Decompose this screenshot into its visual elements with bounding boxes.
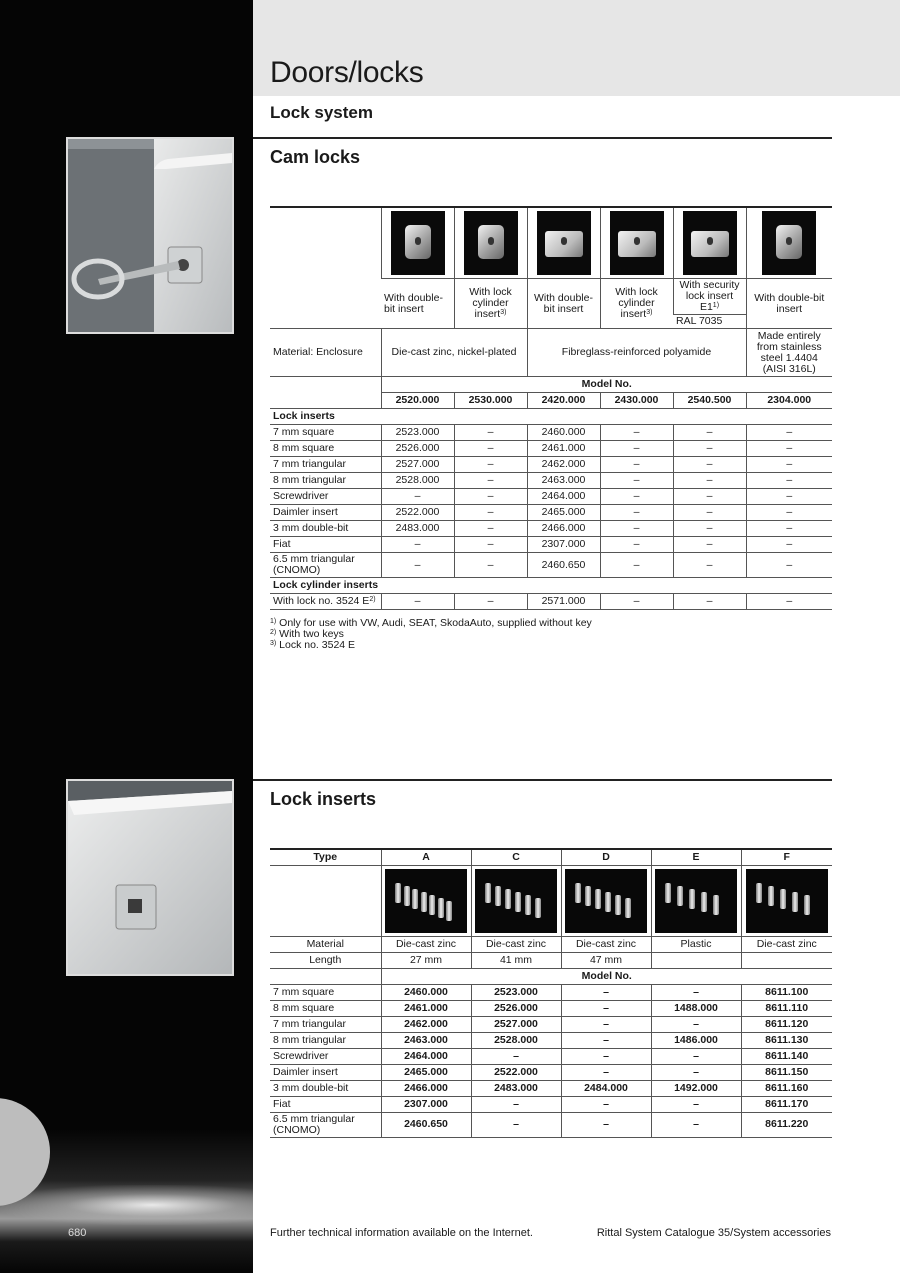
table-cell: 8611.160 bbox=[741, 1080, 832, 1096]
table-cell: – bbox=[454, 473, 527, 489]
table-cell: 2523.000 bbox=[471, 984, 561, 1000]
insert-pin-shape bbox=[485, 883, 491, 903]
material-label: Material bbox=[270, 936, 381, 952]
table-row bbox=[270, 1096, 832, 1112]
insert-pin-shape bbox=[792, 892, 798, 912]
table-cell: – bbox=[454, 521, 527, 537]
lock-inserts-table bbox=[270, 848, 832, 1138]
table-cell: – bbox=[673, 553, 746, 578]
cam-lock-stainless-image bbox=[762, 211, 816, 275]
table-cell: – bbox=[600, 489, 673, 505]
table-cell: 2526.000 bbox=[381, 441, 454, 457]
sidebar-glow bbox=[0, 1185, 253, 1225]
material-zinc: Die-cast zinc, nickel-plated bbox=[381, 329, 527, 377]
table-cell: 2528.000 bbox=[381, 473, 454, 489]
insert-pin-shape bbox=[665, 883, 671, 903]
table-cell: 2461.000 bbox=[381, 1000, 471, 1016]
table-cell: 1486.000 bbox=[651, 1032, 741, 1048]
table-row bbox=[270, 594, 832, 610]
cam-lock-illustration bbox=[68, 139, 232, 332]
table-cell: – bbox=[673, 425, 746, 441]
table-cell: – bbox=[561, 1064, 651, 1080]
table-cell: 2484.000 bbox=[561, 1080, 651, 1096]
table-cell: – bbox=[746, 521, 832, 537]
insert-pin-shape bbox=[677, 886, 683, 906]
table-cell: 2483.000 bbox=[471, 1080, 561, 1096]
table-cell: 8611.100 bbox=[741, 984, 832, 1000]
table-cell: – bbox=[673, 441, 746, 457]
footnote-mark: 3) bbox=[646, 309, 653, 316]
type-value: F bbox=[741, 849, 832, 865]
table-cell: – bbox=[600, 425, 673, 441]
page-number: 680 bbox=[68, 1227, 87, 1239]
material-value: Die-cast zinc bbox=[741, 936, 832, 952]
length-value: 47 mm bbox=[561, 952, 651, 968]
table-cell: – bbox=[381, 489, 454, 505]
insert-pin-shape bbox=[525, 895, 531, 915]
material-row bbox=[270, 936, 832, 952]
insert-type-a-image bbox=[385, 869, 467, 933]
row-label: With lock no. 3524 E bbox=[273, 595, 370, 607]
table-cell: – bbox=[600, 537, 673, 553]
insert-pin-shape bbox=[505, 889, 511, 909]
lock-inserts-title: Lock inserts bbox=[270, 789, 377, 809]
insert-image-row bbox=[270, 865, 832, 936]
table-cell: – bbox=[454, 505, 527, 521]
length-value: 41 mm bbox=[471, 952, 561, 968]
insert-pin-shape bbox=[515, 892, 521, 912]
table-cell: – bbox=[454, 537, 527, 553]
table-row bbox=[270, 537, 832, 553]
table-row bbox=[270, 1064, 832, 1080]
table-row bbox=[270, 473, 832, 489]
table-cell: – bbox=[561, 1000, 651, 1016]
product-label: With double-bit insert bbox=[534, 291, 593, 315]
table-cell: – bbox=[673, 505, 746, 521]
insert-pin-shape bbox=[575, 883, 581, 903]
table-cell: – bbox=[600, 473, 673, 489]
material-value: Die-cast zinc bbox=[381, 936, 471, 952]
table-cell: – bbox=[454, 425, 527, 441]
material-fibreglass: Fibreglass-reinforced polyamide bbox=[527, 329, 746, 377]
insert-pin-shape bbox=[701, 892, 707, 912]
cam-lock-photo bbox=[66, 137, 234, 334]
insert-type-d-image bbox=[565, 869, 647, 933]
table-cell: 2527.000 bbox=[471, 1016, 561, 1032]
model-number: 2520.000 bbox=[381, 393, 454, 409]
row-label: 7 mm square bbox=[270, 425, 381, 441]
table-cell: 2465.000 bbox=[527, 505, 600, 521]
table-cell: 8611.150 bbox=[741, 1064, 832, 1080]
table-cell: – bbox=[561, 1096, 651, 1112]
table-cell: 2483.000 bbox=[381, 521, 454, 537]
type-row bbox=[270, 849, 832, 865]
insert-type-f-image bbox=[746, 869, 828, 933]
lock-cylinder-inserts-group-label: Lock cylinder inserts bbox=[270, 578, 832, 594]
table-cell: 2460.650 bbox=[381, 1112, 471, 1137]
insert-pin-shape bbox=[689, 889, 695, 909]
table-cell: 2527.000 bbox=[381, 457, 454, 473]
table-cell: – bbox=[600, 521, 673, 537]
table-row bbox=[270, 489, 832, 505]
row-label: 8 mm triangular bbox=[270, 1032, 381, 1048]
row-label: Screwdriver bbox=[270, 489, 381, 505]
table-cell: – bbox=[746, 553, 832, 578]
table-cell: – bbox=[454, 457, 527, 473]
table-row bbox=[270, 505, 832, 521]
insert-pin-shape bbox=[421, 892, 427, 912]
footnote-item bbox=[270, 640, 592, 651]
table-row bbox=[270, 1112, 832, 1137]
insert-pin-shape bbox=[713, 895, 719, 915]
table-cell: – bbox=[651, 1016, 741, 1032]
table-cell: 8611.220 bbox=[741, 1112, 832, 1137]
table-cell: – bbox=[651, 984, 741, 1000]
footer-right-text: Rittal System Catalogue 35/System accessories bbox=[596, 1227, 831, 1239]
table-cell: 2466.000 bbox=[527, 521, 600, 537]
model-no-header-row bbox=[270, 377, 832, 393]
footer-left-text: Further technical information available on the Internet. bbox=[270, 1227, 533, 1239]
type-value: C bbox=[471, 849, 561, 865]
table-cell: – bbox=[746, 505, 832, 521]
table-cell: 2307.000 bbox=[381, 1096, 471, 1112]
row-label: 8 mm triangular bbox=[270, 473, 381, 489]
insert-pin-shape bbox=[535, 898, 541, 918]
product-label: With lock cylinder insert bbox=[469, 286, 512, 320]
length-value bbox=[741, 952, 832, 968]
material-value: Die-cast zinc bbox=[561, 936, 651, 952]
row-label: Daimler insert bbox=[270, 505, 381, 521]
table-row bbox=[270, 457, 832, 473]
table-cell: – bbox=[673, 457, 746, 473]
table-cell: 2523.000 bbox=[381, 425, 454, 441]
table-cell: – bbox=[746, 441, 832, 457]
type-value: E bbox=[651, 849, 741, 865]
table-row bbox=[270, 1048, 832, 1064]
table-cell: 2462.000 bbox=[527, 457, 600, 473]
table-cell: – bbox=[746, 473, 832, 489]
table-cell: – bbox=[600, 505, 673, 521]
table-cell: – bbox=[600, 441, 673, 457]
table-cell: 2460.000 bbox=[381, 984, 471, 1000]
table-cell: 2307.000 bbox=[527, 537, 600, 553]
length-label: Length bbox=[270, 952, 381, 968]
table-cell: – bbox=[651, 1096, 741, 1112]
table-cell: – bbox=[454, 553, 527, 578]
table-cell: 2522.000 bbox=[381, 505, 454, 521]
insert-pin-shape bbox=[756, 883, 762, 903]
footnote-mark: 2) bbox=[369, 596, 376, 603]
table-cell: – bbox=[471, 1112, 561, 1137]
table-cell: – bbox=[673, 489, 746, 505]
table-cell: 2522.000 bbox=[471, 1064, 561, 1080]
table-cell: – bbox=[600, 457, 673, 473]
table-cell: – bbox=[673, 594, 746, 610]
table-cell: – bbox=[673, 537, 746, 553]
lock-insert-photo bbox=[66, 779, 234, 976]
table-cell: – bbox=[561, 1112, 651, 1137]
length-value bbox=[651, 952, 741, 968]
table-cell: 2463.000 bbox=[381, 1032, 471, 1048]
table-row bbox=[270, 521, 832, 537]
row-label: 7 mm triangular bbox=[270, 1016, 381, 1032]
footnote-mark: 3) bbox=[500, 309, 507, 316]
section-divider bbox=[253, 137, 832, 139]
insert-pin-shape bbox=[780, 889, 786, 909]
cam-lock-double-bit-polyamide-image bbox=[537, 211, 591, 275]
material-steel: Made entirely from stainless steel 1.4404 (AISI 316L) bbox=[746, 329, 832, 377]
table-cell: 1488.000 bbox=[651, 1000, 741, 1016]
table-cell: – bbox=[561, 1048, 651, 1064]
cam-locks-table bbox=[270, 206, 832, 610]
cam-lock-security-image bbox=[683, 211, 737, 275]
model-number: 2540.500 bbox=[673, 393, 746, 409]
table-cell: – bbox=[381, 553, 454, 578]
table-cell: 8611.140 bbox=[741, 1048, 832, 1064]
row-label: 3 mm double-bit bbox=[270, 1080, 381, 1096]
model-number: 2430.000 bbox=[600, 393, 673, 409]
table-cell: – bbox=[600, 553, 673, 578]
table-cell: 2462.000 bbox=[381, 1016, 471, 1032]
cam-lock-cylinder-zinc-image bbox=[464, 211, 518, 275]
insert-pin-shape bbox=[438, 898, 444, 918]
type-label: Type bbox=[270, 849, 381, 865]
insert-type-c-image bbox=[475, 869, 557, 933]
table-cell: 8611.120 bbox=[741, 1016, 832, 1032]
insert-pin-shape bbox=[412, 889, 418, 909]
table-cell: – bbox=[561, 984, 651, 1000]
model-number: 2420.000 bbox=[527, 393, 600, 409]
table-cell: – bbox=[454, 489, 527, 505]
footnote-mark: 3) bbox=[270, 640, 277, 647]
table-cell: – bbox=[471, 1096, 561, 1112]
type-value: D bbox=[561, 849, 651, 865]
row-label: 6.5 mm triangular (CNOMO) bbox=[270, 1112, 381, 1137]
insert-pin-shape bbox=[429, 895, 435, 915]
row-label: Fiat bbox=[270, 537, 381, 553]
table-row bbox=[270, 1000, 832, 1016]
table-cell: – bbox=[561, 1032, 651, 1048]
table-cell: 2461.000 bbox=[527, 441, 600, 457]
model-no-label: Model No. bbox=[381, 968, 832, 984]
table-row bbox=[270, 1032, 832, 1048]
row-label: 6.5 mm triangular (CNOMO) bbox=[270, 553, 381, 578]
table-cell: – bbox=[746, 425, 832, 441]
cam-lock-cylinder-polyamide-image bbox=[610, 211, 664, 275]
table-row bbox=[270, 984, 832, 1000]
page-subtitle: Lock system bbox=[270, 103, 373, 122]
row-label: 7 mm square bbox=[270, 984, 381, 1000]
table-cell: – bbox=[746, 594, 832, 610]
table-cell: 2466.000 bbox=[381, 1080, 471, 1096]
footnote-text: Only for use with VW, Audi, SEAT, SkodaAuto, supplied without key bbox=[279, 617, 592, 629]
insert-pin-shape bbox=[615, 895, 621, 915]
footnote-text: With two keys bbox=[279, 628, 344, 640]
type-value: A bbox=[381, 849, 471, 865]
model-no-label: Model No. bbox=[381, 377, 832, 393]
row-label: 8 mm square bbox=[270, 1000, 381, 1016]
table-cell: – bbox=[651, 1064, 741, 1080]
footnote-mark: 1) bbox=[712, 302, 720, 309]
insert-pin-shape bbox=[768, 886, 774, 906]
table-cell: – bbox=[673, 521, 746, 537]
table-row bbox=[270, 441, 832, 457]
table-cell: 8611.110 bbox=[741, 1000, 832, 1016]
table-cell: – bbox=[746, 537, 832, 553]
insert-pin-shape bbox=[605, 892, 611, 912]
table-cell: 2465.000 bbox=[381, 1064, 471, 1080]
table-cell: 8611.130 bbox=[741, 1032, 832, 1048]
insert-pin-shape bbox=[395, 883, 401, 903]
insert-pin-shape bbox=[625, 898, 631, 918]
table-cell: 2526.000 bbox=[471, 1000, 561, 1016]
table-cell: 2460.000 bbox=[527, 425, 600, 441]
row-label: Fiat bbox=[270, 1096, 381, 1112]
table-cell: – bbox=[600, 594, 673, 610]
table-cell: – bbox=[746, 489, 832, 505]
table-cell: 8611.170 bbox=[741, 1096, 832, 1112]
insert-pin-shape bbox=[404, 886, 410, 906]
table-cell: – bbox=[454, 441, 527, 457]
table-row bbox=[270, 1016, 832, 1032]
footnote-text: Lock no. 3524 E bbox=[279, 639, 356, 651]
table-cell: – bbox=[381, 537, 454, 553]
group-header-row bbox=[270, 578, 832, 594]
page-title: Doors/locks bbox=[270, 56, 424, 89]
table-cell: 2464.000 bbox=[381, 1048, 471, 1064]
material-value: Die-cast zinc bbox=[471, 936, 561, 952]
section-divider bbox=[253, 779, 832, 781]
table-row bbox=[270, 1080, 832, 1096]
table-cell: 2528.000 bbox=[471, 1032, 561, 1048]
row-label: Daimler insert bbox=[270, 1064, 381, 1080]
material-value: Plastic bbox=[651, 936, 741, 952]
row-label: 3 mm double-bit bbox=[270, 521, 381, 537]
product-label: With security lock insert E1 bbox=[679, 279, 740, 313]
model-no-header-row bbox=[270, 968, 832, 984]
product-label: With double-bit insert bbox=[384, 291, 443, 315]
table-cell: 2463.000 bbox=[527, 473, 600, 489]
row-label: 8 mm square bbox=[270, 441, 381, 457]
table-cell: – bbox=[381, 594, 454, 610]
ral-note: RAL 7035 bbox=[673, 315, 746, 329]
table-row bbox=[270, 553, 832, 578]
model-number-row bbox=[270, 393, 832, 409]
lock-insert-illustration bbox=[68, 781, 232, 974]
table-cell: – bbox=[651, 1112, 741, 1137]
footnotes bbox=[270, 618, 592, 651]
lock-inserts-group-label: Lock inserts bbox=[270, 409, 832, 425]
model-number: 2304.000 bbox=[746, 393, 832, 409]
insert-pin-shape bbox=[585, 886, 591, 906]
table-cell: 1492.000 bbox=[651, 1080, 741, 1096]
table-cell: 2571.000 bbox=[527, 594, 600, 610]
row-label: 7 mm triangular bbox=[270, 457, 381, 473]
product-label: With double-bit insert bbox=[754, 291, 825, 315]
length-row bbox=[270, 952, 832, 968]
table-cell: – bbox=[651, 1048, 741, 1064]
table-cell: 2460.650 bbox=[527, 553, 600, 578]
row-label: Screwdriver bbox=[270, 1048, 381, 1064]
table-cell: 2464.000 bbox=[527, 489, 600, 505]
group-header-row bbox=[270, 409, 832, 425]
insert-pin-shape bbox=[595, 889, 601, 909]
insert-type-e-image bbox=[655, 869, 737, 933]
insert-pin-shape bbox=[495, 886, 501, 906]
model-number: 2530.000 bbox=[454, 393, 527, 409]
material-row bbox=[270, 329, 832, 377]
insert-pin-shape bbox=[804, 895, 810, 915]
table-cell: – bbox=[673, 473, 746, 489]
table-cell: – bbox=[561, 1016, 651, 1032]
table-cell: – bbox=[471, 1048, 561, 1064]
footnote-mark: 2) bbox=[270, 629, 277, 636]
table-cell: – bbox=[746, 457, 832, 473]
cam-lock-double-bit-zinc-image bbox=[391, 211, 445, 275]
material-label: Material: Enclosure bbox=[270, 329, 381, 377]
table-row bbox=[270, 425, 832, 441]
table-cell: – bbox=[454, 594, 527, 610]
product-label: With lock cylinder insert bbox=[615, 286, 658, 320]
insert-pin-shape bbox=[446, 901, 452, 921]
footnote-mark: 1) bbox=[270, 618, 277, 625]
length-value: 27 mm bbox=[381, 952, 471, 968]
image-row bbox=[270, 207, 832, 279]
cam-locks-title: Cam locks bbox=[270, 147, 361, 167]
